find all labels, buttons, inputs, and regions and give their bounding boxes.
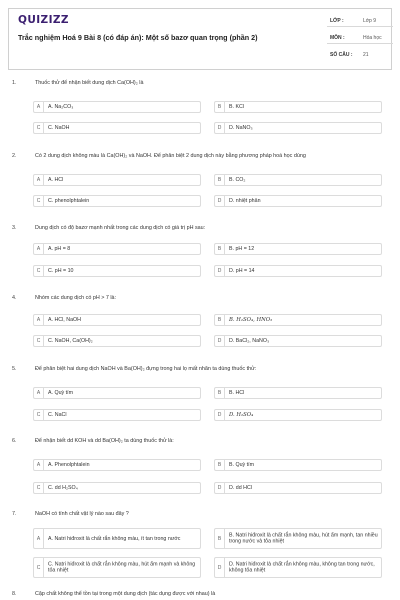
option-text: C. NaCl [48, 411, 67, 418]
option-a[interactable] [33, 101, 201, 113]
option-text: D. NaNO₃ [229, 124, 253, 131]
question-number: 1. [12, 80, 17, 86]
option-letter: D [215, 196, 225, 206]
option-letter: C [34, 196, 44, 206]
option-text: D. Natri hiđroxit là chất rắn không màu, không tan trong nước, không tỏa nhiệt [229, 561, 375, 574]
meta-label: SỐ CÂU : [330, 52, 353, 58]
option-letter: B [215, 102, 225, 112]
option-letter: B [215, 244, 225, 254]
question-number: 6. [12, 438, 17, 444]
option-b[interactable] [214, 387, 382, 399]
option-b[interactable] [214, 314, 382, 326]
option-text: A. pH = 8 [48, 245, 71, 252]
question-text: Thuốc thử để nhận biết dung dịch Ca(OH)₂ là [35, 80, 144, 86]
option-text: A. Phenolphtalein [48, 461, 90, 468]
question-number: 3. [12, 225, 17, 231]
option-a[interactable] [33, 459, 201, 471]
option-text: C. NaOH, Ca(OH)₂ [48, 337, 93, 344]
option-b[interactable] [214, 174, 382, 186]
option-text: D. BaCl₂, NaNO₃ [229, 337, 270, 344]
option-text: B. Quỳ tím [229, 461, 255, 468]
option-text: C. Natri hiđroxit là chất rắn không màu, hút ẩm mạnh và không tỏa nhiệt [48, 561, 196, 574]
option-text: A. HCl, NaOH [48, 316, 81, 323]
option-letter: B [215, 315, 225, 325]
meta-subject [327, 32, 393, 44]
option-c[interactable] [33, 335, 201, 347]
question-text: NaOH có tính chất vật lý nào sau đây ? [35, 511, 129, 517]
option-b[interactable] [214, 459, 382, 471]
option-letter: B [215, 388, 225, 398]
option-a[interactable] [33, 528, 201, 549]
meta-question-count [327, 49, 393, 61]
option-text: B. H₂SO₄, HNO₃ [229, 316, 273, 323]
option-letter: D [215, 123, 225, 133]
option-c[interactable] [33, 265, 201, 277]
question-number: 4. [12, 295, 17, 301]
question-text: Để phân biệt hai dung dịch NaOH và Ba(OH)₂ đựng trong hai lọ mất nhãn ta dùng thuốc thử: [35, 366, 257, 372]
option-text: A. HCl [48, 176, 64, 183]
option-letter: D [215, 483, 225, 493]
option-text: C. pH = 10 [48, 267, 74, 274]
question-number: 5. [12, 366, 17, 372]
option-letter: C [34, 558, 44, 577]
question-text: Để nhận biết dd KOH và dd Ba(OH)₂ ta dùng thuốc thử là: [35, 438, 174, 444]
option-text: C. NaOH [48, 124, 70, 131]
option-text: D. pH = 14 [229, 267, 255, 274]
option-letter: D [215, 410, 225, 420]
meta-value: Lớp 9 [363, 18, 377, 24]
option-letter: B [215, 529, 225, 548]
option-letter: A [34, 388, 44, 398]
option-c[interactable] [33, 409, 201, 421]
meta-value: 21 [363, 52, 369, 58]
question-number: 7. [12, 511, 17, 517]
option-letter: A [34, 529, 44, 548]
option-text: D. nhiệt phân [229, 197, 261, 204]
option-d[interactable] [214, 557, 382, 578]
option-a[interactable] [33, 174, 201, 186]
option-c[interactable] [33, 557, 201, 578]
option-letter: D [215, 558, 225, 577]
option-text: C. dd H₂SO₄ [48, 484, 78, 491]
question-text: Có 2 dung dịch không màu là Ca(OH)₂ và NaOH. Để phân biệt 2 dung dịch này bằng phương pháp hoá học dùng [35, 153, 306, 159]
option-d[interactable] [214, 409, 382, 421]
option-b[interactable] [214, 101, 382, 113]
meta-grade [327, 15, 393, 27]
option-letter: A [34, 175, 44, 185]
option-c[interactable] [33, 195, 201, 207]
option-letter: C [34, 483, 44, 493]
question-number: 2. [12, 153, 17, 159]
option-text: B. HCl [229, 389, 245, 396]
option-letter: B [215, 460, 225, 470]
option-d[interactable] [214, 195, 382, 207]
option-text: D. dd HCl [229, 484, 252, 491]
option-text: B. KCl [229, 103, 245, 110]
option-letter: C [34, 410, 44, 420]
option-d[interactable] [214, 265, 382, 277]
option-text: A. Natri hiđroxit là chất rắn không màu, ít tan trong nước [48, 535, 181, 542]
quizizz-logo: QUIZIZZ [18, 14, 69, 26]
meta-label: LỚP : [330, 18, 344, 24]
option-c[interactable] [33, 482, 201, 494]
option-a[interactable] [33, 387, 201, 399]
option-letter: C [34, 336, 44, 346]
option-letter: D [215, 266, 225, 276]
option-text: A. Quỳ tím [48, 389, 74, 396]
option-letter: A [34, 460, 44, 470]
option-letter: A [34, 315, 44, 325]
option-letter: D [215, 336, 225, 346]
question-text: Cặp chất không thể tồn tại trong một dung dịch (tác dụng được với nhau) là [35, 591, 216, 597]
option-text: C. phenolphtalein [48, 197, 90, 204]
option-letter: A [34, 244, 44, 254]
question-text: Dung dịch có độ bazơ mạnh nhất trong các dung dịch có giá trị pH sau: [35, 225, 206, 231]
meta-label: MÔN : [330, 35, 345, 41]
worksheet-header [8, 8, 392, 70]
option-letter: C [34, 123, 44, 133]
question-text: Nhóm các dung dịch có pH > 7 là: [35, 295, 117, 301]
option-d[interactable] [214, 122, 382, 134]
option-d[interactable] [214, 482, 382, 494]
option-a[interactable] [33, 243, 201, 255]
option-text: B. Natri hiđroxit là chất rắn không màu, hút ẩm mạnh, tan nhiều trong nước và tỏa nhiệt [229, 532, 378, 545]
option-text: D. H₂SO₄ [229, 411, 254, 418]
meta-value: Hóa học [363, 35, 382, 41]
option-c[interactable] [33, 122, 201, 134]
option-a[interactable] [33, 314, 201, 326]
page-title: Trắc nghiệm Hoá 9 Bài 8 (có đáp án): Một số bazơ quan trọng (phần 2) [18, 33, 258, 42]
option-letter: B [215, 175, 225, 185]
option-text: B. pH = 12 [229, 245, 255, 252]
option-b[interactable] [214, 528, 382, 549]
option-letter: C [34, 266, 44, 276]
option-text: B. CO₂ [229, 176, 246, 183]
option-text: A. Na₂CO₃ [48, 103, 74, 110]
option-d[interactable] [214, 335, 382, 347]
option-b[interactable] [214, 243, 382, 255]
question-number: 8. [12, 591, 17, 597]
option-letter: A [34, 102, 44, 112]
